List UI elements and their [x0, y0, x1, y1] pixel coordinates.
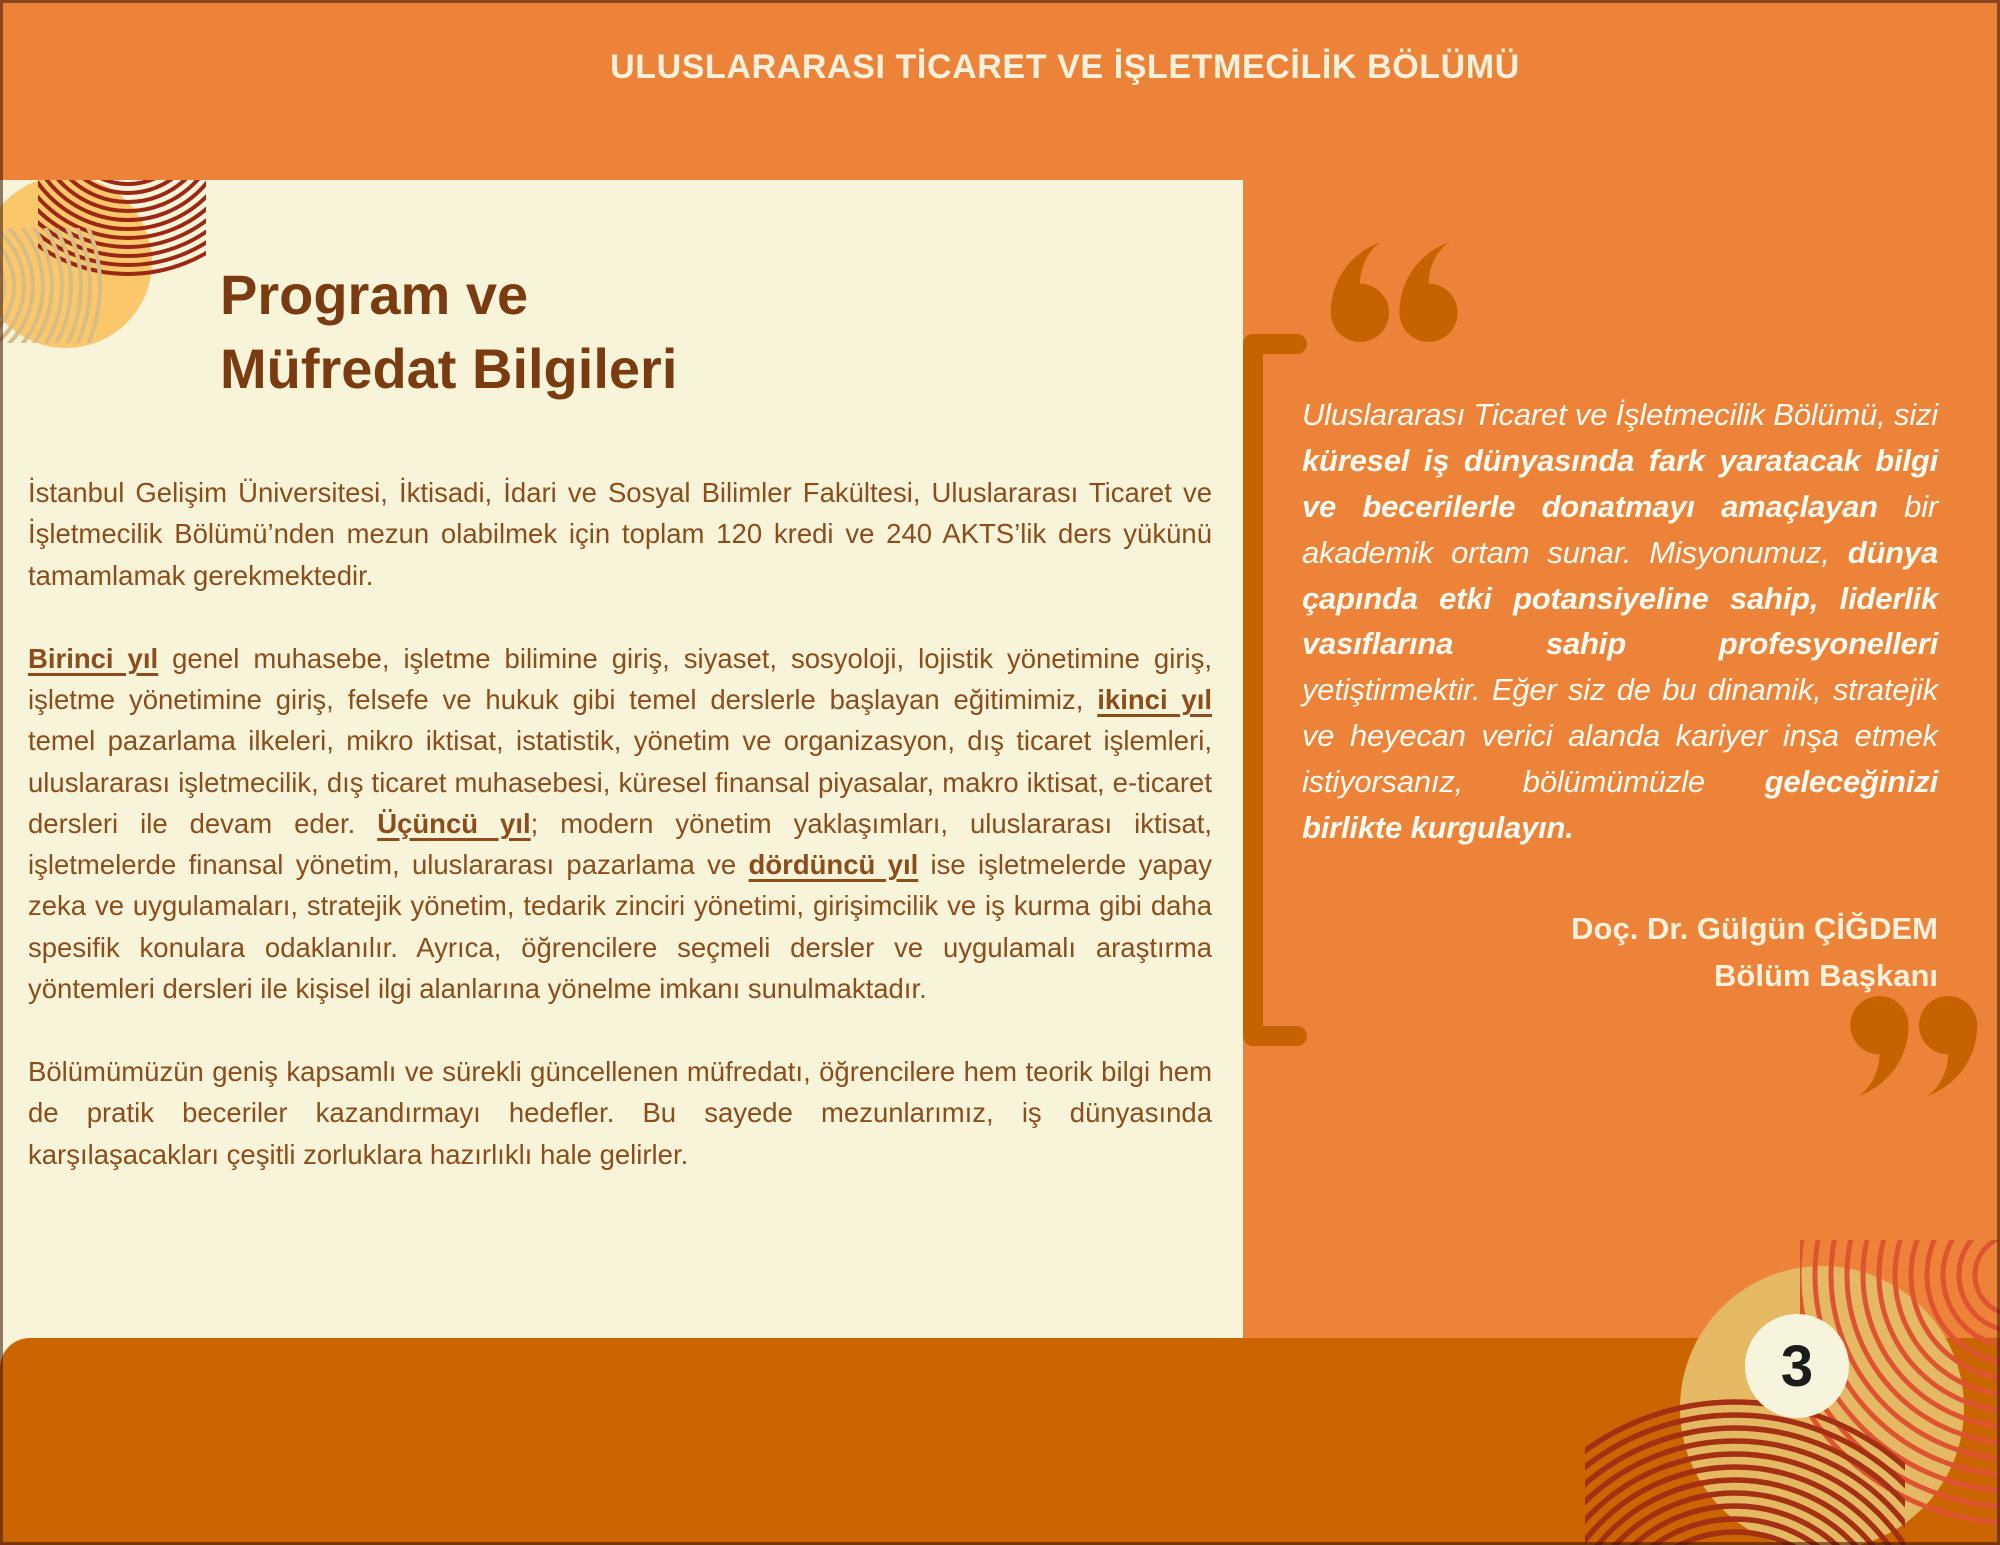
page-title-line1: Program ve: [220, 263, 529, 326]
closing-quote-icon: [1850, 994, 1990, 1098]
body-text: [28, 472, 1212, 1217]
curriculum-text-2: temel pazarlama ilkeleri, mikro iktisat, istatistik, yönetim ve organizasyon, dış ticaret işlemleri, uluslararası işletmecilik, dış ticaret muhasebesi, küresel finansal piyasalar, makro iktisat, e-ticaret dersleri ile devam eder.: [28, 725, 1212, 839]
first-year-label: Birinci yıl: [28, 642, 159, 674]
opening-quote-icon: [1318, 240, 1458, 344]
page-number: 3: [1780, 1333, 1814, 1399]
second-year-label: ikinci yıl: [1097, 684, 1212, 715]
quote-text-3: yetiştirmektir. Eğer siz de bu dinamik, stratejik ve heyecan verici alanda kariyer inşa etmek istiyorsanız, bölümümüzle: [1302, 672, 1938, 799]
quote-text-2: bir akademik ortam sunar. Misyonumuz,: [1302, 488, 1939, 570]
quote-text-1: Uluslararası Ticaret ve İşletmecilik Bölümü, sizi: [1302, 397, 1938, 432]
quote-bracket-bottom: [1243, 1026, 1307, 1046]
third-year-label: Üçüncü yıl: [377, 807, 531, 839]
page-title-line2: Müfredat Bilgileri: [220, 336, 678, 400]
quote-bold-2: dünya çapında etki potansiyeline sahip, liderlik vasıflarına sahip profesyonelleri: [1302, 534, 1938, 662]
quote-bracket: [1243, 334, 1263, 1046]
quote-attribution: [1302, 906, 1938, 999]
content-panel: [0, 180, 1243, 1405]
author-name: Doç. Dr. Gülgün ÇİĞDEM: [1571, 911, 1938, 946]
mission-quote: [1302, 392, 1938, 851]
quote-bold-1: küresel iş dünyasında fark yaratacak bilgi ve becerilerle donatmayı amaçlayan: [1302, 442, 1938, 524]
paragraph-outcome: Bölümümüzün geniş kapsamlı ve sürekli güncellenen müfredatı, öğrencilere hem teorik bilgi hem de pratik beceriler kazandırmayı hedefler. Bu sayede mezunlarımız, iş dünyasında karşılaşacakları çeşitli zorluklara hazırlıklı hale gelirler.: [28, 1056, 1212, 1170]
curriculum-text-1: genel muhasebe, işletme bilimine giriş, siyaset, sosyoloji, lojistik yönetimine giriş, işletme yönetimine giriş, felsefe ve hukuk gibi temel derslerle başlayan eğitimimiz,: [28, 642, 1212, 715]
paragraph-intro: İstanbul Gelişim Üniversitesi, İktisadi, İdari ve Sosyal Bilimler Fakültesi, Uluslararası Ticaret ve İşletmecilik Bölümü’nden mezun olabilmek için toplam 120 kredi ve 240 AKTS’lik ders yükünü tamamlamak gerekmektedir.: [28, 477, 1212, 591]
curriculum-text-3: ; modern yönetim yaklaşımları, uluslararası iktisat, işletmelerde finansal yönetim, uluslararası pazarlama ve: [28, 807, 1213, 880]
page-number-badge: [1745, 1314, 1849, 1418]
fingerprint-icon: [0, 228, 150, 343]
page-title: [220, 258, 677, 406]
curriculum-text-4: ise işletmelerde yapay zeka ve uygulamaları, stratejik yönetim, tedarik zinciri yönetimi, girişimcilik ve iş kurma gibi daha spesifik konulara odaklanılır. Ayrıca, öğrencilere seçmeli dersler ve uygulamalı araştırma yöntemleri dersleri ile kişisel ilgi alanlarına yönelme imkanı sunulmaktadır.: [28, 849, 1212, 1004]
header: [0, 0, 2000, 180]
paragraph-curriculum: [28, 638, 1212, 1009]
department-header-title: ULUSLARARASI TİCARET VE İŞLETMECİLİK BÖLÜMÜ: [610, 48, 1520, 86]
quote-bold-3: geleceğinizi birlikte kurgulayın.: [1302, 764, 1938, 845]
author-role: Bölüm Başkanı: [1714, 957, 1938, 993]
fourth-year-label: dördüncü yıl: [748, 849, 919, 880]
fingerprint-icon: [1585, 1392, 1905, 1545]
quote-bracket-top: [1243, 334, 1307, 354]
